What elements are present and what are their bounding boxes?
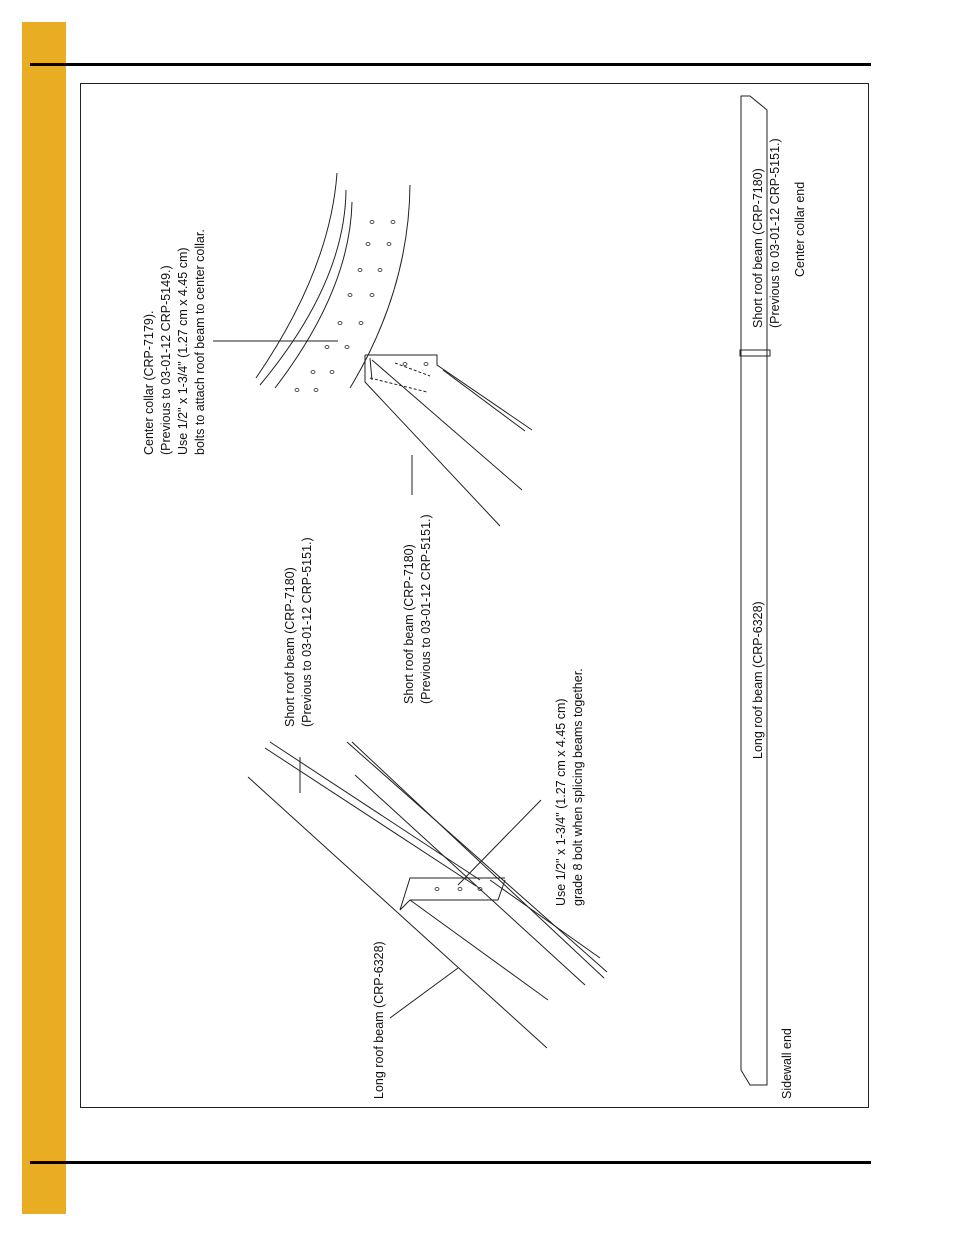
beam-bar-splice-joint xyxy=(740,350,770,356)
bolt-hole xyxy=(358,269,362,272)
bolt-hole xyxy=(391,221,395,224)
bolt-hole xyxy=(338,322,342,325)
short-beam-left-label: Short roof beam (CRP-7180) (Previous to 03-01-12 CRP-5151.) xyxy=(283,537,314,727)
long-beam-inner-edge xyxy=(410,900,548,1000)
bolt-hole xyxy=(387,243,391,246)
bolt-hole xyxy=(370,294,374,297)
leader-long-beam xyxy=(390,968,458,1018)
long-beam-bar-label: Long roof beam (CRP-6328) xyxy=(751,601,765,759)
bolt-hole xyxy=(345,346,349,349)
bolt-hole xyxy=(330,371,334,374)
splice-plate-bottom xyxy=(400,880,505,910)
short-beam-web-line xyxy=(372,360,522,490)
bolt-hole xyxy=(348,294,352,297)
short-beam-top-flange xyxy=(365,355,532,430)
bolt-hole xyxy=(295,389,299,392)
bolt-hole xyxy=(359,322,363,325)
center-collar-end-label: Center collar end xyxy=(793,181,807,277)
left-beam-top-edge-1 xyxy=(270,742,480,880)
short-beam-mid-label: Short roof beam (CRP-7180) (Previous to 03-01-12 CRP-5151.) xyxy=(402,514,433,704)
short-beam-flange-line xyxy=(443,370,525,431)
sidewall-end-label: Sidewall end xyxy=(780,1028,794,1099)
bolt-hole xyxy=(314,389,318,392)
bolt-alignment-lines xyxy=(370,363,430,392)
bolt-hole xyxy=(370,221,374,224)
collar-arc-3 xyxy=(275,202,352,388)
bolt-hole xyxy=(366,243,370,246)
long-beam-bottom-edge xyxy=(248,777,547,1048)
short-beam-bar-label: Short roof beam (CRP-7180) (Previous to 03-01-12 CRP-5151.) xyxy=(751,138,782,328)
leader-splice-bolt xyxy=(458,800,541,885)
splice-plate-top xyxy=(400,878,505,910)
short-beam-bottom-edge xyxy=(365,355,500,526)
collar-inner-arc xyxy=(350,185,410,388)
splice-bolt-hole xyxy=(458,888,462,891)
short-beam-end-line xyxy=(370,358,372,380)
splice-bolt-hole xyxy=(435,888,439,891)
bolt-hole xyxy=(424,363,428,366)
collar-arc-2 xyxy=(260,190,346,385)
long-beam-diagram-label: Long roof beam (CRP-6328) xyxy=(372,941,386,1099)
right-beam-edge-3 xyxy=(355,775,585,985)
bolt-hole xyxy=(325,346,329,349)
left-beam-top-edge-2 xyxy=(265,748,476,886)
bolt-hole xyxy=(378,269,382,272)
center-collar-label: Center collar (CRP-7179). (Previous to 03-01-12 CRP-5149.) Use 1/2" x 1-3/4" (1.27 cm x 4.45 cm) bolts to attach roof beam to center collar. xyxy=(142,229,207,455)
bolt-hole xyxy=(311,371,315,374)
splice-bolt-label: Use 1/2" x 1-3/4" (1.27 cm x 4.45 cm) grade 8 bolt when splicing beams together. xyxy=(554,668,585,906)
collar-bolt-holes xyxy=(295,221,482,891)
right-beam-edge-1 xyxy=(347,742,607,972)
bolt-hole xyxy=(403,363,407,366)
